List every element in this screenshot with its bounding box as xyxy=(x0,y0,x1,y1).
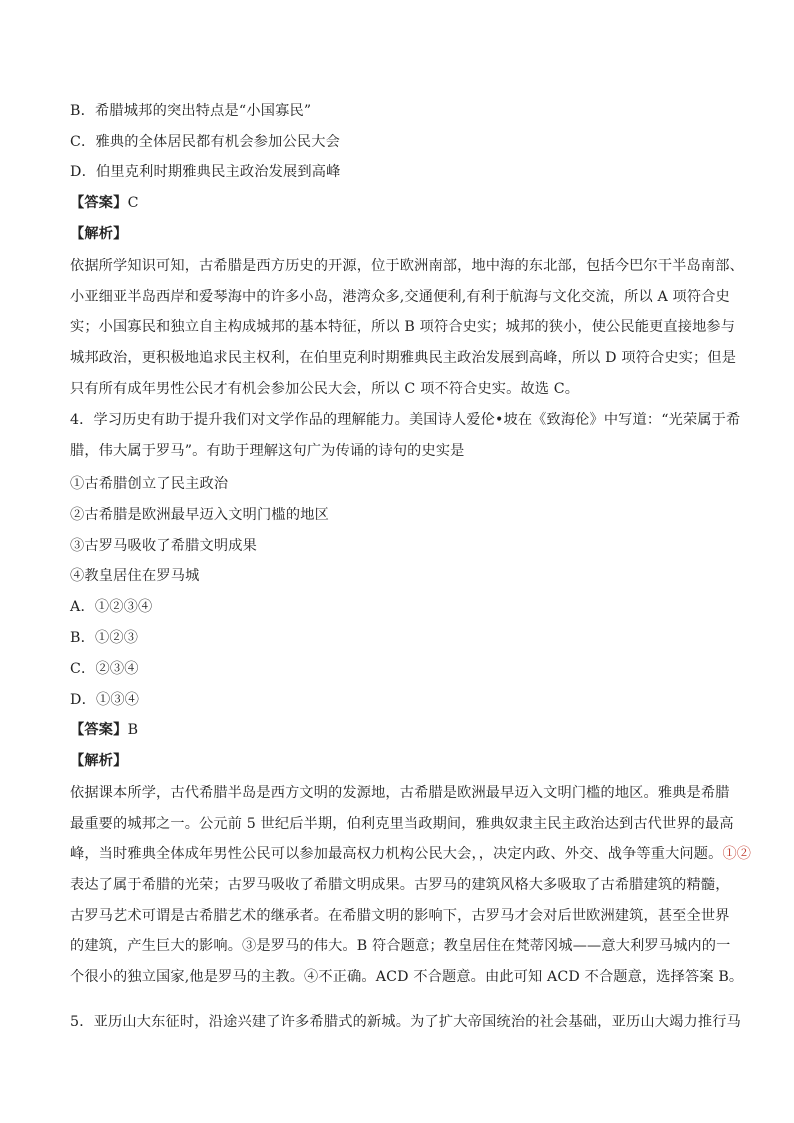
q3-analysis-line: 城邦政治，更积极地追求民主权利，在伯里克利时期雅典民主政治发展到高峰，所以 D 项符合史实；但是 xyxy=(70,350,737,367)
q4-option-c: C．②③④ xyxy=(70,661,139,677)
q3-analysis xyxy=(70,251,744,404)
q4-answer xyxy=(70,720,724,740)
q3-analysis-line: 依据所学知识可知，古希腊是西方历史的开源，位于欧洲南部，地中海的东北部，包括今巴尔干半岛南部、 xyxy=(70,258,744,274)
q4-statement-2: ②古希腊是欧洲最早迈入文明门槛的地区 xyxy=(70,507,329,523)
q3-option-d: D．伯里克利时期雅典民主政治发展到高峰 xyxy=(70,164,341,180)
q4-analysis xyxy=(70,778,752,993)
q4-analysis-line: 古罗马艺术可谓是古希腊艺术的继承者。在希腊文明的影响下，古罗马才会对后世欧洲建筑，甚至全世界 xyxy=(70,907,730,924)
q4-answer-value: B xyxy=(127,722,139,738)
q4-option-d: D．①③④ xyxy=(70,692,140,708)
q4-answer-label: 【答案】 xyxy=(70,722,128,738)
q4-stem-line: 4．学习历史有助于提升我们对文学作品的理解能力。美国诗人爱伦•坡在《致海伦》中写道：“光荣属于希 xyxy=(70,412,741,428)
q4-analysis-highlight: ①② xyxy=(722,846,752,863)
q4-analysis-line: 最重要的城邦之一。公元前 5 世纪后半期，伯利克里当政期间，雅典奴隶主民主政治达到古代世界的最高 xyxy=(70,815,734,832)
q4-analysis-line: 表达了属于希腊的光荣；古罗马吸收了希腊文明成果。古罗马的建筑风格大多吸取了古希腊建筑的精髓， xyxy=(70,877,730,894)
q3-analysis-label xyxy=(70,224,724,244)
q5-stem: 5．亚历山大东征时，沿途兴建了许多希腊式的新城。为了扩大帝国统治的社会基础，亚历山大竭力推行马 xyxy=(70,1014,742,1030)
q3-analysis-line: 实；小国寡民和独立自主构成城邦的基本特征，所以 B 项符合史实；城邦的狭小，使公民能更直接地参与 xyxy=(70,319,736,336)
q4-statement-1: ①古希腊创立了民主政治 xyxy=(70,476,229,492)
q4-statement-4: ④教皇居住在罗马城 xyxy=(70,568,200,584)
q4-analysis-label xyxy=(70,751,724,771)
q3-option-b: B．希腊城邦的突出特点是“小国寡民” xyxy=(70,103,312,119)
q4-option-b: B．①②③ xyxy=(70,630,139,646)
q3-option-c: C．雅典的全体居民都有机会参加公民大会 xyxy=(70,134,341,150)
q4-analysis-line: 的建筑，产生巨大的影响。③是罗马的伟大。B 符合题意；教皇居住在梵蒂冈城——意大利罗马城内的一 xyxy=(70,938,731,955)
q4-analysis-line: 依据课本所学，古代希腊半岛是西方文明的发源地，古希腊是欧洲最早迈入文明门槛的地区。雅典是希腊 xyxy=(70,785,730,801)
q4-option-a: A．①②③④ xyxy=(70,599,153,615)
q4-stem-line: 腊，伟大属于罗马”。有助于理解这句广为传诵的诗句的史实是 xyxy=(70,442,465,459)
q3-analysis-line: 小亚细亚半岛西岸和爱琴海中的许多小岛，港湾众多,交通便利,有利于航海与文化交流，所以 A 项符合史 xyxy=(70,288,730,305)
q3-analysis-line: 只有所有成年男性公民才有机会参加公民大会，所以 C 项不符合史实。故选 C。 xyxy=(70,380,580,397)
q3-answer xyxy=(70,193,724,213)
q3-answer-label: 【答案】 xyxy=(70,195,128,211)
q3-answer-value: C xyxy=(127,195,139,211)
q4-analysis-label-text: 【解析】 xyxy=(70,753,128,769)
q4-analysis-line: 个很小的独立国家,他是罗马的主教。④不正确。ACD 不合题意。由此可知 ACD 不合题意，选择答案 B。 xyxy=(70,969,744,986)
q4-statement-3: ③古罗马吸收了希腊文明成果 xyxy=(70,538,258,554)
q4-stem xyxy=(70,405,741,466)
q3-analysis-label-text: 【解析】 xyxy=(70,226,128,242)
q4-analysis-line-text: 峰，当时雅典全体成年男性公民可以参加最高权力机构公民大会，，决定内政、外交、战争等重大问题。 xyxy=(70,846,723,863)
q4-analysis-line-with-highlight xyxy=(70,839,752,870)
